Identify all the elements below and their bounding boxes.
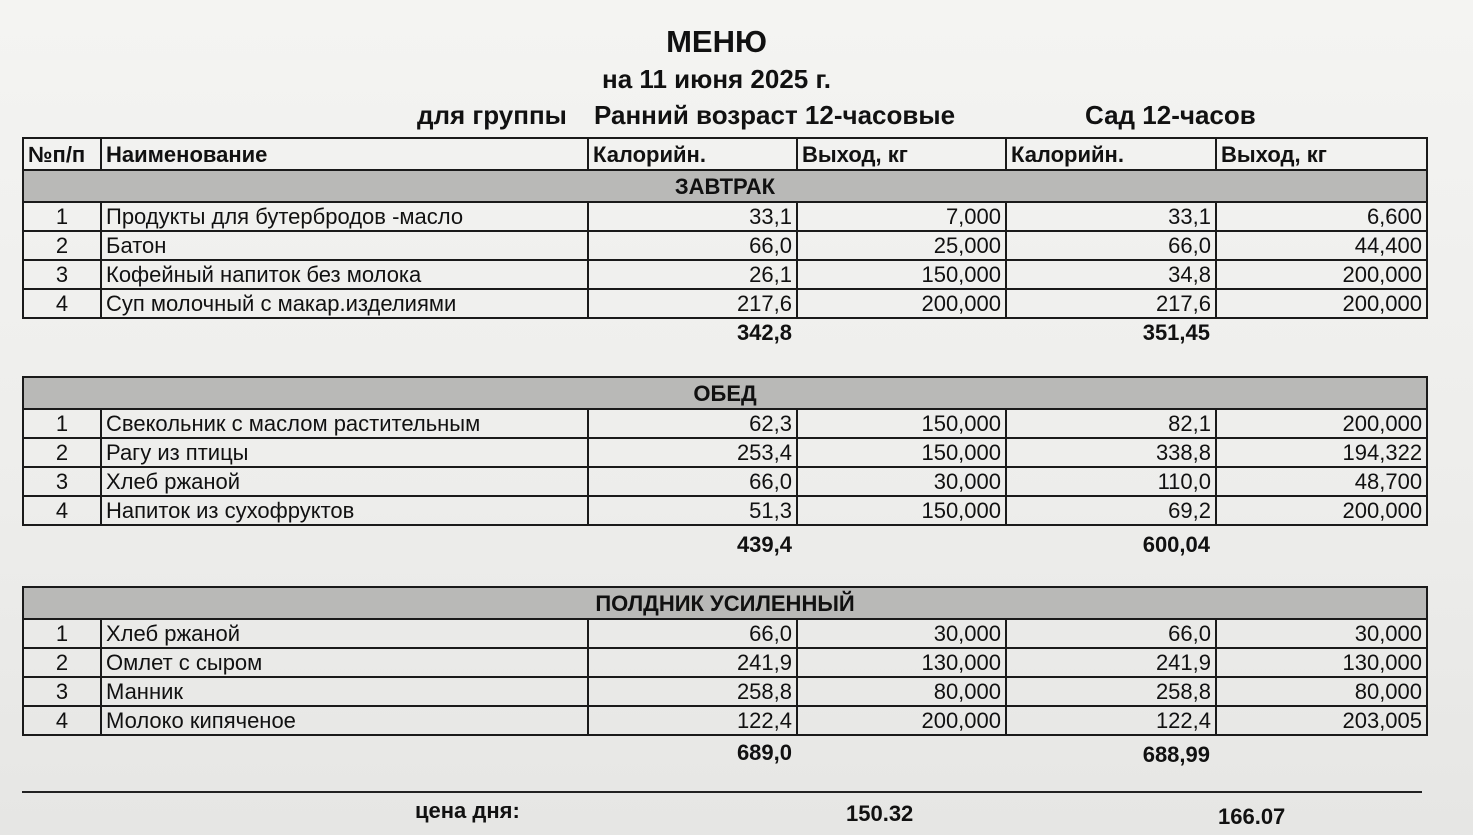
row-name: Хлеб ржаной: [101, 619, 588, 648]
lunch-table: [22, 376, 1428, 526]
row-out2: 200,000: [1216, 409, 1427, 438]
row-name: Манник: [101, 677, 588, 706]
group-right-name: Сад 12-часов: [1085, 100, 1256, 130]
row-out1: 150,000: [797, 496, 1006, 525]
row-cal1: 51,3: [588, 496, 797, 525]
group-label: для группы: [417, 100, 567, 130]
col-num-header: №п/п: [23, 138, 101, 170]
row-name: Молоко кипяченое: [101, 706, 588, 735]
row-out1: 30,000: [797, 467, 1006, 496]
row-cal1: 217,6: [588, 289, 797, 318]
table-row: [23, 496, 1427, 525]
breakfast-total-2: 351,45: [1142, 320, 1210, 345]
row-num: 3: [23, 467, 101, 496]
section-header: [23, 170, 1427, 202]
row-out2: 44,400: [1216, 231, 1427, 260]
row-cal1: 62,3: [588, 409, 797, 438]
col-cal2-header: Калорийн.: [1006, 138, 1216, 170]
section-title: ЗАВТРАК: [23, 170, 1427, 202]
row-out1: 200,000: [797, 289, 1006, 318]
row-out2: 130,000: [1216, 648, 1427, 677]
row-out1: 150,000: [797, 260, 1006, 289]
section-title: ПОЛДНИК УСИЛЕННЫЙ: [23, 587, 1427, 619]
row-cal1: 258,8: [588, 677, 797, 706]
row-name: Напиток из сухофруктов: [101, 496, 588, 525]
row-out2: 203,005: [1216, 706, 1427, 735]
table-row: [23, 619, 1427, 648]
row-out2: 200,000: [1216, 496, 1427, 525]
table-row: [23, 677, 1427, 706]
row-cal1: 33,1: [588, 202, 797, 231]
table-row: [23, 648, 1427, 677]
row-cal1: 66,0: [588, 467, 797, 496]
table-row: [23, 202, 1427, 231]
lunch-total-2: 600,04: [1142, 532, 1210, 557]
row-out2: 30,000: [1216, 619, 1427, 648]
col-out1-header: Выход, кг: [797, 138, 1006, 170]
snack-total-1: 689,0: [736, 740, 792, 765]
price-label: цена дня:: [415, 798, 520, 823]
row-out1: 25,000: [797, 231, 1006, 260]
table-row: [23, 438, 1427, 467]
col-cal1-header: Калорийн.: [588, 138, 797, 170]
row-num: 1: [23, 619, 101, 648]
row-num: 4: [23, 289, 101, 318]
row-num: 1: [23, 202, 101, 231]
row-num: 2: [23, 231, 101, 260]
row-out1: 200,000: [797, 706, 1006, 735]
row-num: 4: [23, 496, 101, 525]
row-out1: 7,000: [797, 202, 1006, 231]
row-cal2: 82,1: [1006, 409, 1216, 438]
row-name: Суп молочный с макар.изделиями: [101, 289, 588, 318]
table-row: [23, 289, 1427, 318]
snack-table: [22, 586, 1428, 736]
date-line: на 11 июня 2025 г.: [602, 64, 831, 94]
row-cal2: 338,8: [1006, 438, 1216, 467]
breakfast-table: [22, 137, 1428, 319]
row-out2: 48,700: [1216, 467, 1427, 496]
row-cal2: 241,9: [1006, 648, 1216, 677]
section-header: [23, 587, 1427, 619]
table-row: [23, 231, 1427, 260]
row-cal2: 122,4: [1006, 706, 1216, 735]
row-out1: 150,000: [797, 409, 1006, 438]
row-out2: 200,000: [1216, 289, 1427, 318]
row-out1: 150,000: [797, 438, 1006, 467]
snack-total-2: 688,99: [1142, 742, 1210, 767]
row-name: Хлеб ржаной: [101, 467, 588, 496]
col-out2-header: Выход, кг: [1216, 138, 1427, 170]
row-cal1: 66,0: [588, 231, 797, 260]
row-out1: 130,000: [797, 648, 1006, 677]
section-header: [23, 377, 1427, 409]
row-num: 2: [23, 438, 101, 467]
row-out1: 30,000: [797, 619, 1006, 648]
row-cal2: 66,0: [1006, 231, 1216, 260]
row-name: Свекольник с маслом растительным: [101, 409, 588, 438]
row-cal1: 241,9: [588, 648, 797, 677]
row-name: Кофейный напиток без молока: [101, 260, 588, 289]
footer-divider: [22, 791, 1422, 793]
row-num: 3: [23, 677, 101, 706]
row-cal2: 258,8: [1006, 677, 1216, 706]
table-row: [23, 467, 1427, 496]
row-cal2: 33,1: [1006, 202, 1216, 231]
row-cal1: 66,0: [588, 619, 797, 648]
row-num: 2: [23, 648, 101, 677]
table-row: [23, 260, 1427, 289]
row-cal2: 69,2: [1006, 496, 1216, 525]
row-num: 3: [23, 260, 101, 289]
breakfast-total-1: 342,8: [736, 320, 792, 345]
table-row: [23, 409, 1427, 438]
price-day-2: 166.07: [1218, 804, 1286, 829]
row-out1: 80,000: [797, 677, 1006, 706]
row-name: Омлет с сыром: [101, 648, 588, 677]
price-day-1: 150.32: [846, 801, 914, 826]
table-row: [23, 706, 1427, 735]
row-cal1: 122,4: [588, 706, 797, 735]
row-num: 4: [23, 706, 101, 735]
row-cal1: 26,1: [588, 260, 797, 289]
section-title: ОБЕД: [23, 377, 1427, 409]
row-out2: 80,000: [1216, 677, 1427, 706]
row-out2: 6,600: [1216, 202, 1427, 231]
row-out2: 200,000: [1216, 260, 1427, 289]
row-num: 1: [23, 409, 101, 438]
group-name: Ранний возраст 12-часовые: [594, 100, 956, 130]
row-cal2: 66,0: [1006, 619, 1216, 648]
row-cal1: 253,4: [588, 438, 797, 467]
row-out2: 194,322: [1216, 438, 1427, 467]
row-name: Батон: [101, 231, 588, 260]
row-name: Рагу из птицы: [101, 438, 588, 467]
page-title: МЕНЮ: [666, 24, 767, 59]
table-header-row: [23, 138, 1427, 170]
row-cal2: 217,6: [1006, 289, 1216, 318]
lunch-total-1: 439,4: [736, 532, 792, 557]
row-cal2: 110,0: [1006, 467, 1216, 496]
row-cal2: 34,8: [1006, 260, 1216, 289]
row-name: Продукты для бутербродов -масло: [101, 202, 588, 231]
col-name-header: Наименование: [101, 138, 588, 170]
